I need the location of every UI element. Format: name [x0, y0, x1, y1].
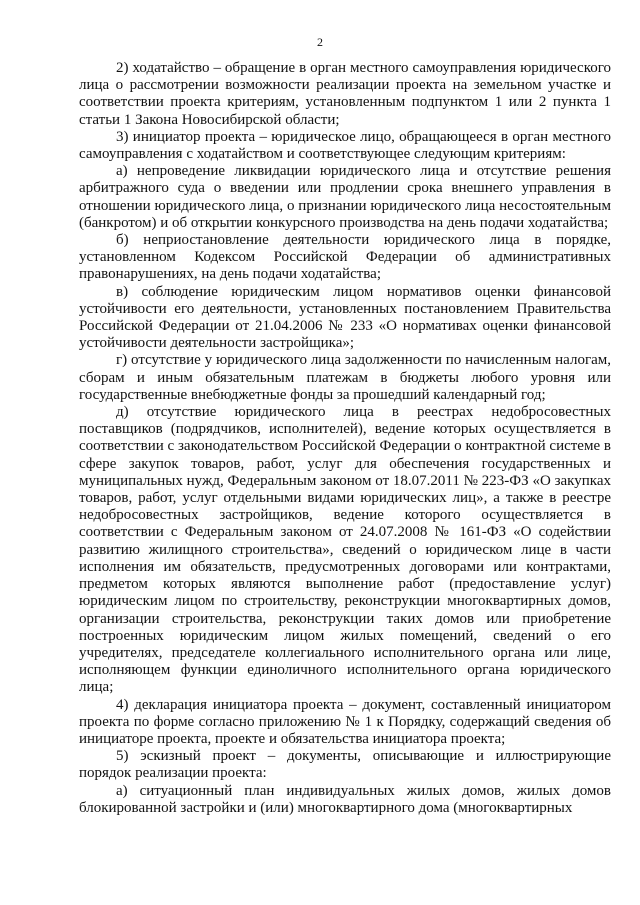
paragraph-sketch-a: а) ситуационный план индивидуальных жилых домов, жилых домов блокированной застройки и (или) многоквартирного дома (многоквартирных [79, 782, 611, 816]
document-body [79, 60, 611, 817]
paragraph-criterion-d: д) отсутствие юридического лица в реестрах недобросовестных поставщиков (подрядчиков, исполнителей), ведение которых осуществляется в соответствии с законодательством Российской Федерации о контрактной системе в сфере закупок товаров, работ, услуг для обеспечения государственных и муниципальных нужд, Федеральным законом от 18.07.2011 № 223-ФЗ «О закупках товаров, работ, услуг отдельными видами юридических лиц», а также в реестре недобросовестных застройщиков, ведение которого осуществляется в соответствии с Федеральным законом от 24.07.2008 № 161-ФЗ «О содействии развитию жилищного строительства», сведений о юридическом лице в части исполнения им обязательств, предусмотренных договорами или контрактами, предметом которых являются выполнение работ (предоставление услуг) юридическим лицом по строительству, реконструкции многоквартирных домов, организации строительства, реконструкции таких домов или приобретение построенных юридическим лицом жилых помещений, сведений о его учредителях, председателе коллегиального исполнительного органа или лице, исполняющем функции единоличного исполнительного органа юридического лица; [79, 404, 611, 696]
paragraph-criterion-v: в) соблюдение юридическим лицом нормативов оценки финансовой устойчивости его деятельности, установленных постановлением Правительства Российской Федерации от 21.04.2006 № 233 «О нормативах оценки финансовой устойчивости деятельности застройщика»; [79, 283, 611, 352]
page-number: 2 [317, 35, 323, 49]
paragraph-criterion-b: б) неприостановление деятельности юридического лица в порядке, установленном Кодексом Российской Федерации об административных правонарушениях, на день подачи ходатайства; [79, 232, 611, 283]
paragraph-item-3-initiator: 3) инициатор проекта – юридическое лицо, обращающееся в орган местного самоуправления с ходатайством и соответствующее следующим критериям: [79, 128, 611, 163]
paragraph-item-5-sketch-project: 5) эскизный проект – документы, описывающие и иллюстрирующие порядок реализации проекта: [79, 748, 611, 782]
paragraph-criterion-a: а) непроведение ликвидации юридического лица и отсутствие решения арбитражного суда о введении или продлении срока внешнего управления в отношении юридического лица, о признании юридического лица несостоятельным (банкротом) и об открытии конкурсного производства на день подачи ходатайства; [79, 163, 611, 231]
paragraph-item-4-declaration: 4) декларация инициатора проекта – документ, составленный инициатором проекта по форме согласно приложению № 1 к Порядку, содержащий сведения об инициаторе проекта, проекте и обязательства инициатора проекта; [79, 696, 611, 747]
paragraph-item-2-petition: 2) ходатайство – обращение в орган местного самоуправления юридического лица о рассмотрении возможности реализации проекта на земельном участке и соответствии проекта критериям, установленным подпунктом 1 или 2 пункта 1 статьи 1 Закона Новосибирской области; [79, 60, 611, 128]
paragraph-criterion-g: г) отсутствие у юридического лица задолженности по начисленным налогам, сборам и иным обязательным платежам в бюджеты любого уровня или государственные внебюджетные фонды за прошедший календарный год; [79, 352, 611, 403]
